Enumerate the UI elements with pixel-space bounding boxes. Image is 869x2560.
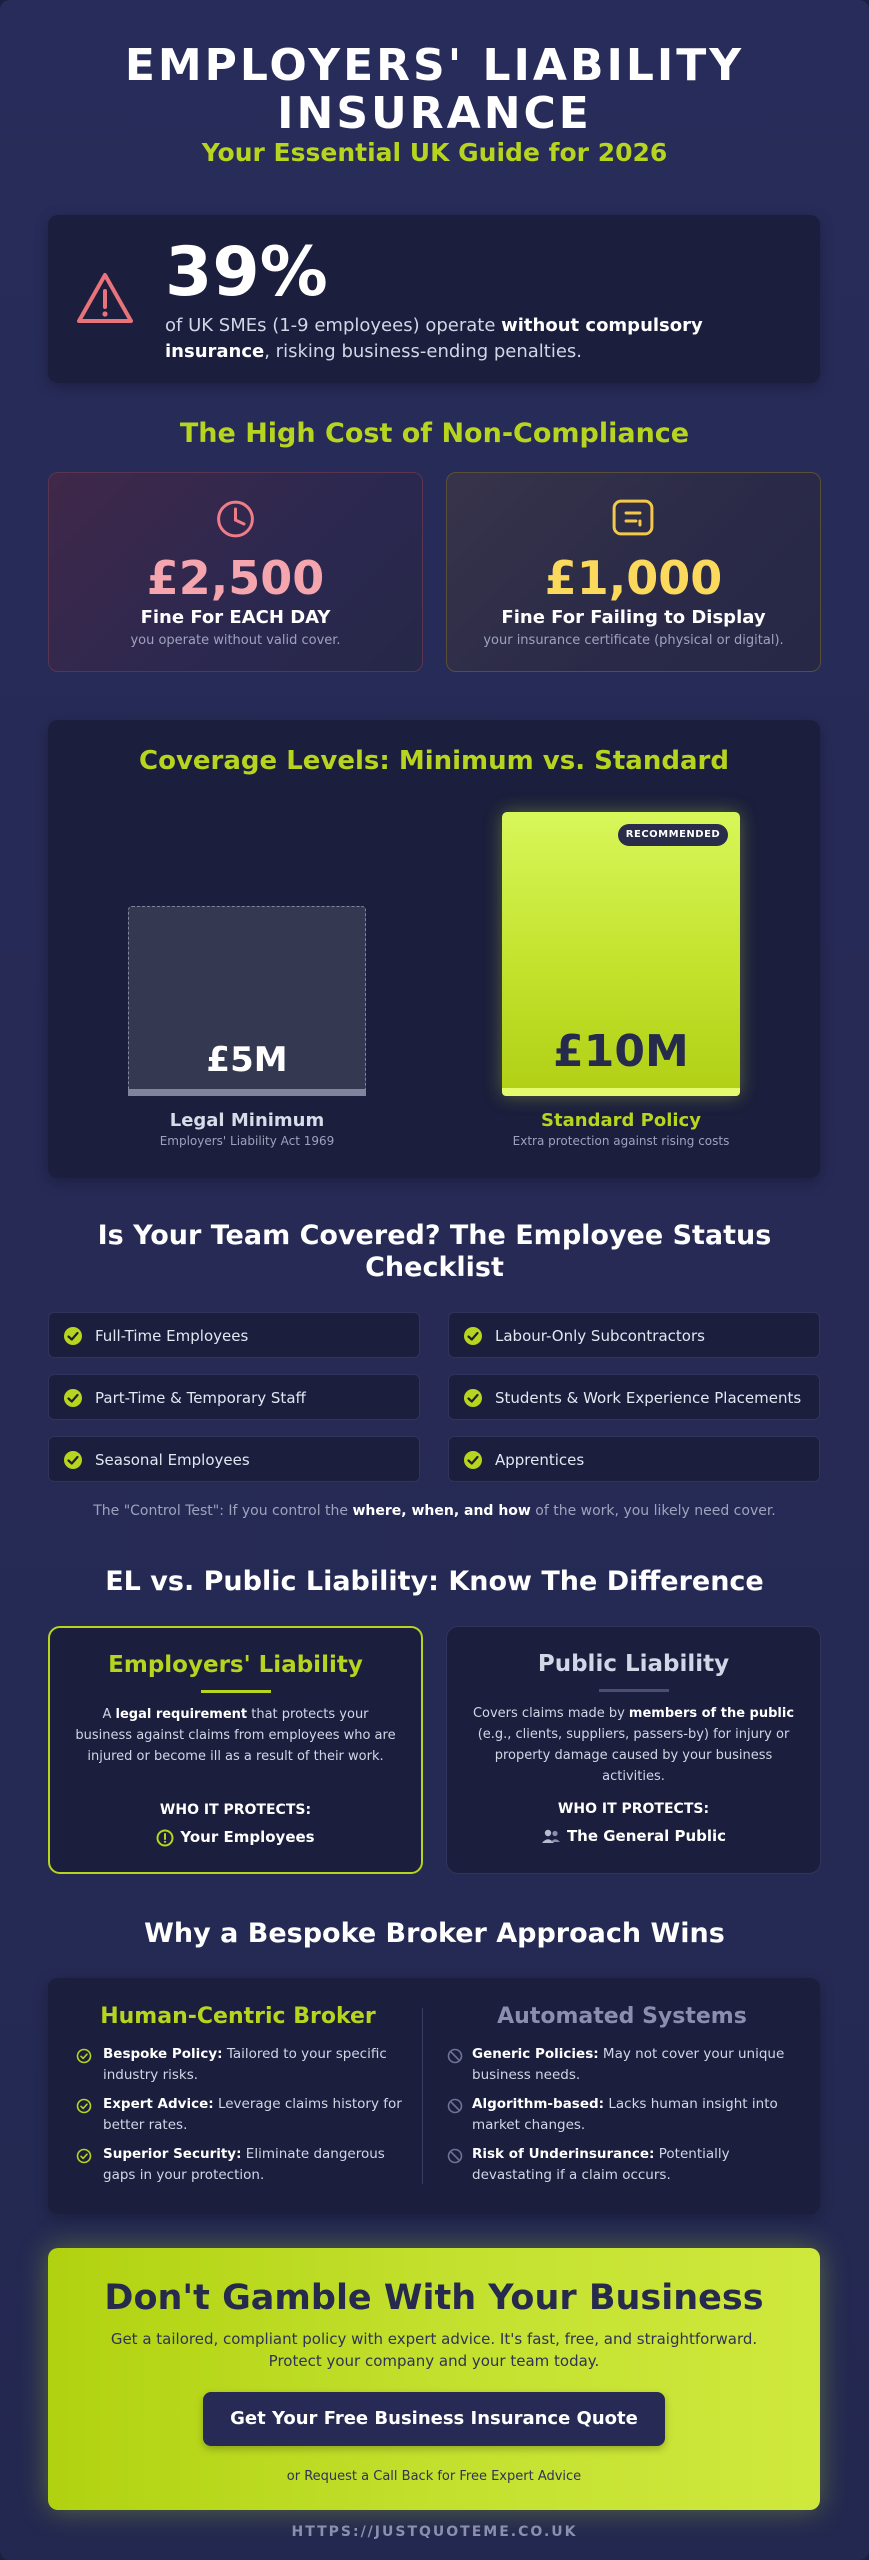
title-line-2: INSURANCE [277,88,592,139]
coverage-note-minimum: Employers' Liability Act 1969 [159,1134,335,1148]
coverage-note-standard: Extra protection against rising costs [512,1134,730,1148]
checklist-item [448,1374,820,1420]
checklist-item [48,1312,420,1358]
call-to-action-panel [48,2248,820,2510]
fine-amount: £2,500 [146,551,325,605]
employers-liability-card [48,1626,423,1874]
fines-section-title: The High Cost of Non-Compliance [179,418,690,449]
cta-heading: Don't Gamble With Your Business [104,2278,764,2318]
protects-target: Your Employees [50,1828,421,1847]
checklist-item [448,1436,820,1482]
card-heading: Employers' Liability [108,1652,363,1678]
check-circle-icon [463,1450,483,1470]
automated-drawback-item: Risk of Underinsurance: Potentially devastating if a claim occurs. [472,2146,730,2183]
page-subtitle: Your Essential UK Guide for 2026 [201,138,668,167]
fine-note: you operate without valid cover. [130,633,341,648]
fine-card-display [446,472,821,672]
shield-alert-icon [156,1829,174,1847]
coverage-label-minimum: Legal Minimum [169,1110,325,1131]
prohibited-icon [447,2098,463,2114]
automated-drawback-item: Generic Policies: May not cover your unique business needs. [472,2046,785,2083]
check-circle-icon [63,1388,83,1408]
footer-url[interactable]: HTTPS://JUSTQUOTEME.CO.UK [291,2524,578,2540]
checklist-label: Full-Time Employees [95,1327,249,1345]
stat-panel [48,215,820,383]
automated-drawback-item: Algorithm-based: Lacks human insight into market changes. [472,2096,778,2133]
broker-benefit-item: Bespoke Policy: Tailored to your specific industry risks. [103,2046,387,2083]
coverage-value-minimum: £5M [206,1040,288,1080]
checklist-item [48,1374,420,1420]
coverage-bar-standard-base [502,1088,740,1096]
checklist-item [448,1312,820,1358]
stat-description: of UK SMEs (1-9 employees) operate without compulsory insurance, risking business-ending penalties. [165,315,703,362]
clock-icon [49,499,422,539]
checklist-label: Seasonal Employees [95,1451,250,1469]
fine-note: your insurance certificate (physical or digital). [483,633,784,648]
control-test-note: The "Control Test": If you control the where, when, and how of the work, you likely need cover. [93,1503,776,1519]
coverage-title: Coverage Levels: Minimum vs. Standard [139,746,729,776]
coverage-bar-minimum-base [128,1089,366,1096]
recommended-badge: RECOMMENDED [618,824,728,846]
stat-value: 39% [165,233,328,312]
card-description: A legal requirement that protects your business against claims from employees who are injured or become ill as a result of their work. [75,1707,396,1764]
who-protects-label: WHO IT PROTECTS: [557,1801,710,1817]
card-divider [201,1690,271,1693]
check-circle-icon [463,1388,483,1408]
card-heading: Public Liability [537,1651,730,1677]
warning-triangle-icon [74,267,136,329]
compare-section-title: EL vs. Public Liability: Know The Difference [105,1566,764,1597]
automated-systems-heading: Automated Systems [497,2004,747,2029]
broker-benefit-item: Expert Advice: Leverage claims history for better rates. [103,2096,402,2133]
check-circle-icon [463,1326,483,1346]
fine-label: Fine For Failing to Display [501,607,766,628]
checklist-item [48,1436,420,1482]
prohibited-icon [447,2048,463,2064]
page-title [0,42,869,138]
protects-target: The General Public [447,1827,820,1846]
who-protects-label: WHO IT PROTECTS: [159,1802,312,1818]
fine-card-daily [48,472,423,672]
certificate-icon [447,499,820,539]
check-circle-icon [76,2098,92,2114]
check-circle-icon [63,1326,83,1346]
column-divider [422,2008,423,2184]
prohibited-icon [447,2148,463,2164]
checklist-label: Part-Time & Temporary Staff [95,1389,306,1407]
title-line-1: EMPLOYERS' LIABILITY [124,40,745,91]
people-icon [541,1828,561,1846]
coverage-value-standard: £10M [553,1026,689,1077]
card-divider [599,1689,669,1692]
request-callback-link[interactable]: or Request a Call Back for Free Expert Advice [286,2469,582,2484]
check-circle-icon [63,1450,83,1470]
fine-label: Fine For EACH DAY [140,607,331,628]
coverage-label-standard: Standard Policy [541,1110,701,1131]
broker-benefit-item: Superior Security: Eliminate dangerous gaps in your protection. [103,2146,385,2183]
checklist-title: Is Your Team Covered? The Employee Status Checklist [97,1220,772,1283]
cta-text: Get a tailored, compliant policy with expert advice. It's fast, free, and straightforward. Protect your company and your team today. [110,2330,758,2370]
public-liability-card [446,1626,821,1874]
coverage-panel [48,720,820,1178]
card-description: Covers claims made by members of the public (e.g., clients, suppliers, passers-by) for injury or property damage caused by your business activities. [472,1706,795,1784]
broker-comparison-panel [48,1978,820,2214]
get-quote-button[interactable]: Get Your Free Business Insurance Quote [203,2392,665,2446]
human-broker-heading: Human-Centric Broker [100,2004,376,2029]
checklist-label: Labour-Only Subcontractors [495,1327,705,1345]
fine-amount: £1,000 [544,551,723,605]
check-circle-icon [76,2148,92,2164]
broker-section-title: Why a Bespoke Broker Approach Wins [144,1918,725,1949]
check-circle-icon [76,2048,92,2064]
checklist-label: Apprentices [495,1451,585,1469]
checklist-label: Students & Work Experience Placements [495,1389,802,1407]
